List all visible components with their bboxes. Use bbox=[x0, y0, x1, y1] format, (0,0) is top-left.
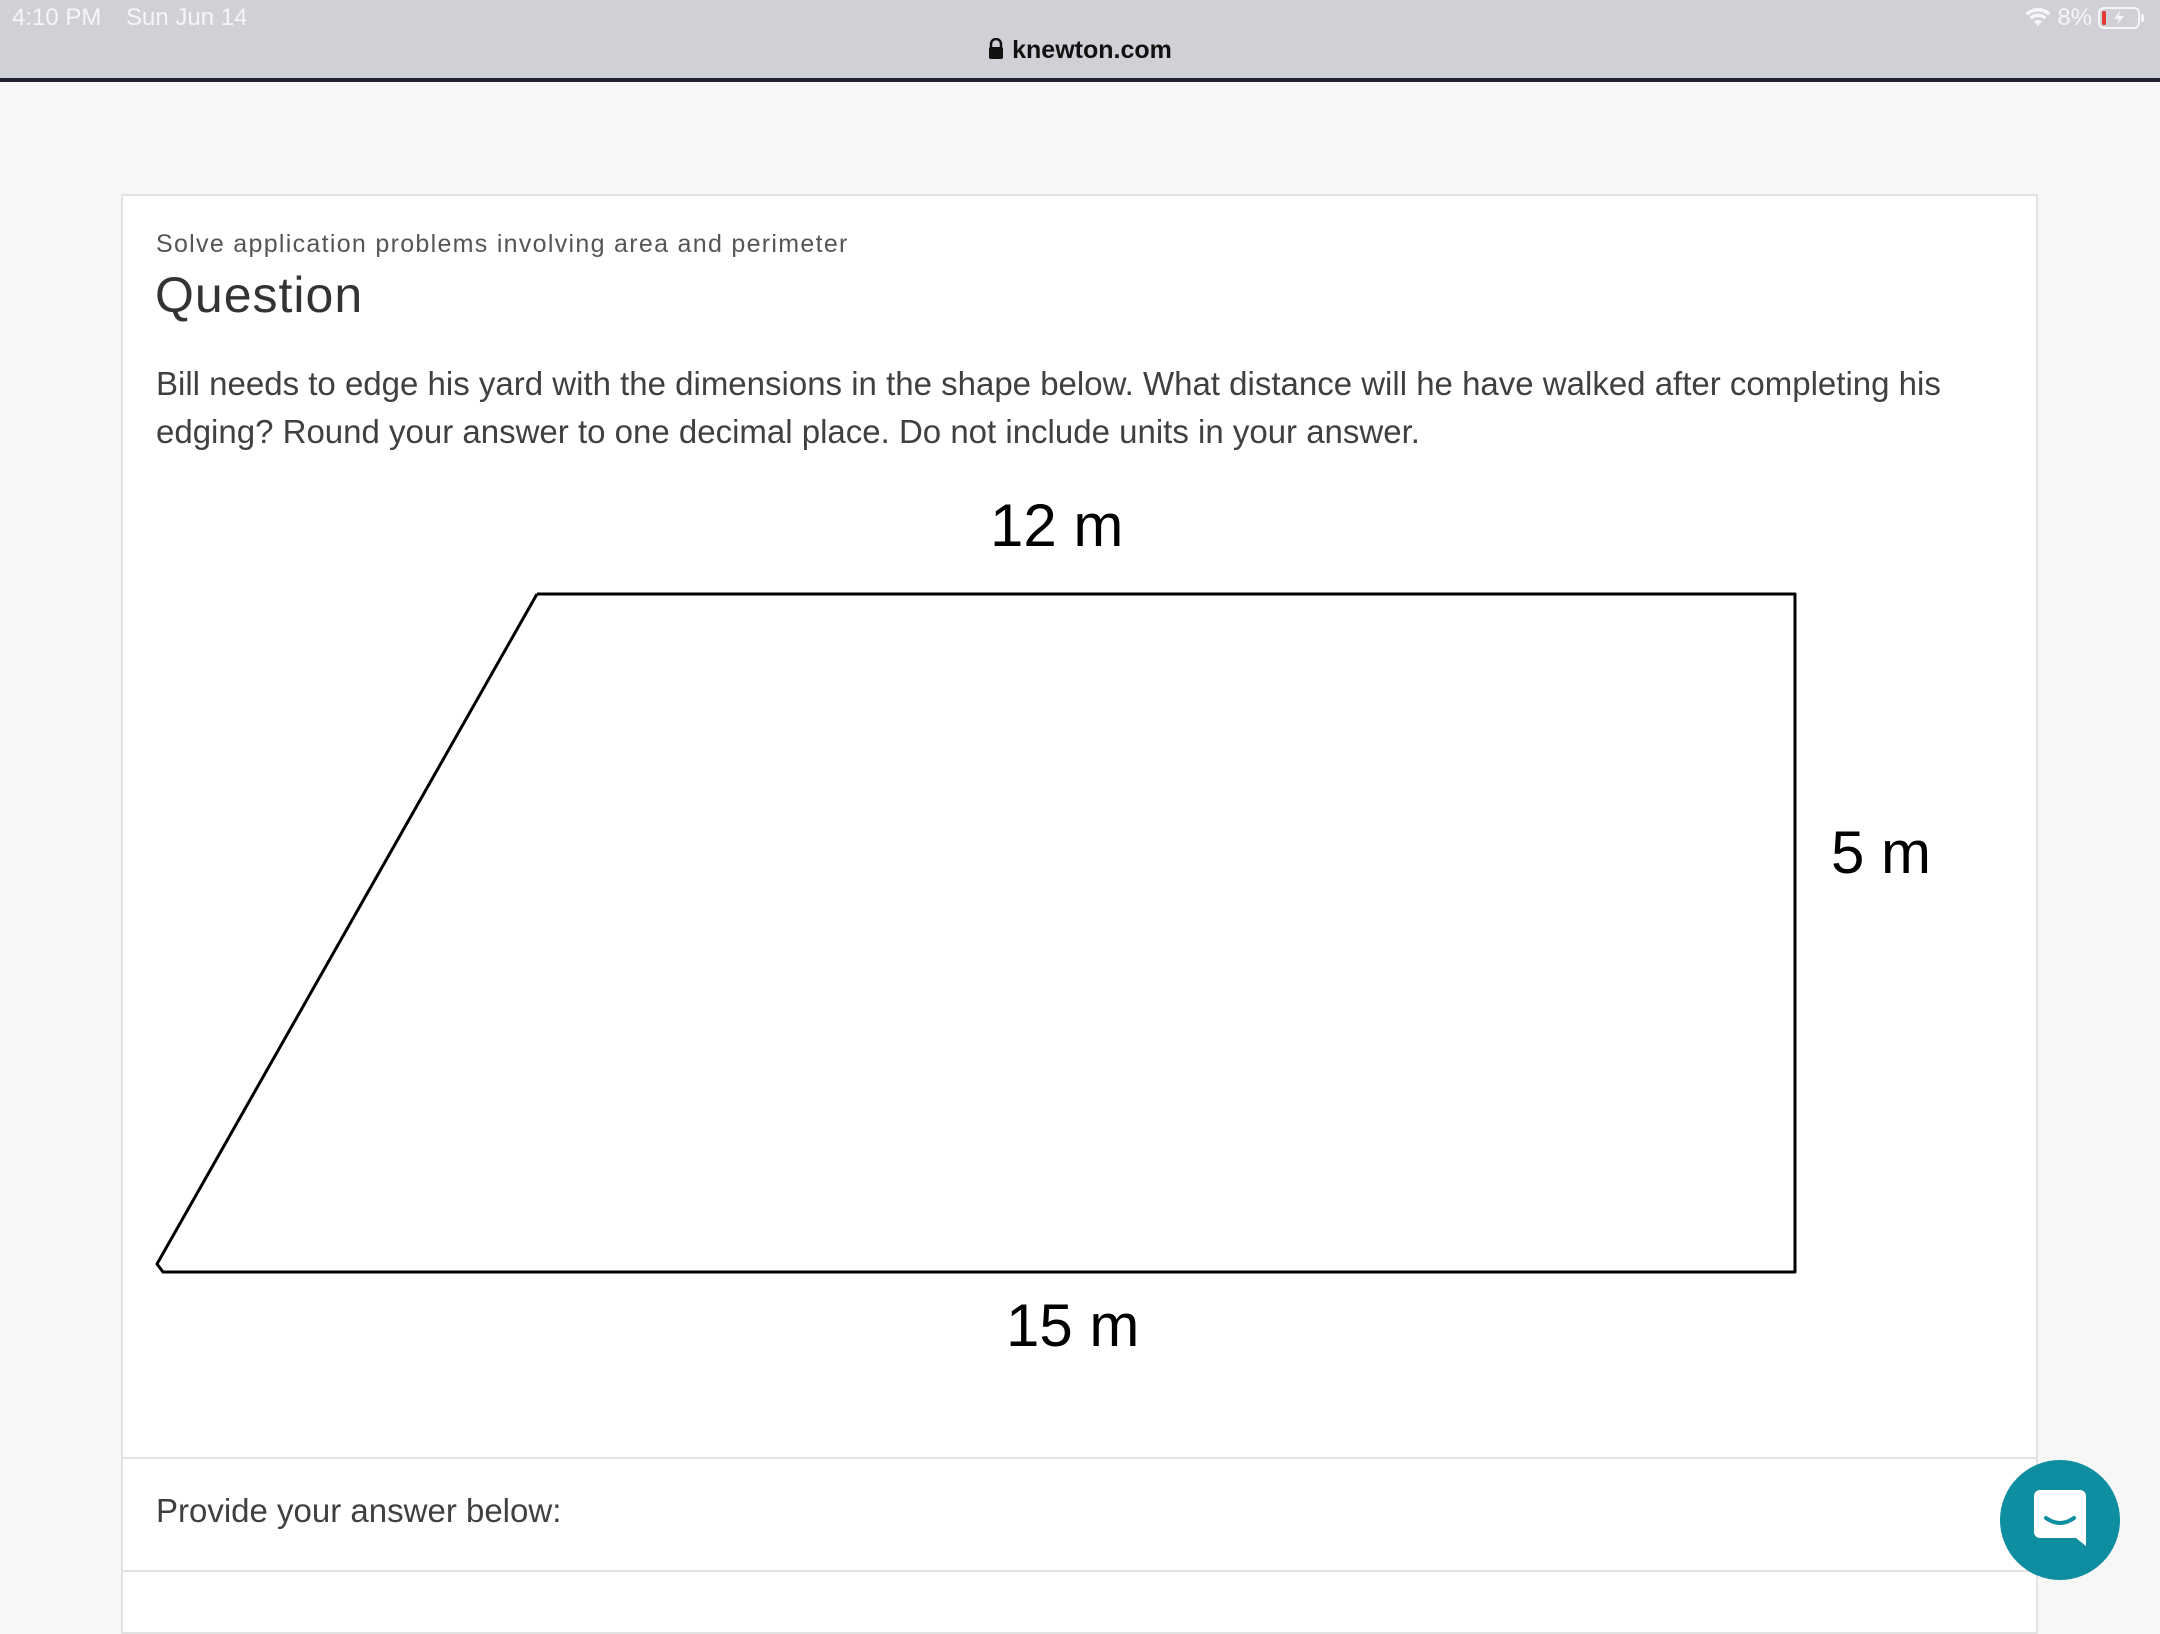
trapezoid-outline bbox=[157, 594, 1795, 1272]
right-side-label: 5 m bbox=[1831, 819, 1932, 886]
status-date: Sun Jun 14 bbox=[126, 4, 248, 31]
browser-top-bar bbox=[0, 0, 2160, 82]
top-side-label: 12 m bbox=[990, 492, 1124, 559]
question-card bbox=[121, 194, 2038, 1634]
battery-percent: 8% bbox=[2057, 4, 2092, 31]
status-time: 4:10 PM bbox=[12, 4, 102, 31]
answer-prompt: Provide your answer below: bbox=[156, 1492, 562, 1529]
battery-icon bbox=[2098, 6, 2146, 30]
chat-launcher-button[interactable] bbox=[2000, 1460, 2120, 1580]
divider bbox=[123, 1457, 2036, 1459]
status-indicators bbox=[2025, 4, 2146, 32]
wifi-icon bbox=[2025, 8, 2051, 28]
divider bbox=[123, 1570, 2036, 1572]
bottom-side-label: 15 m bbox=[1006, 1292, 1140, 1359]
trapezoid-figure bbox=[123, 196, 2036, 1456]
question-heading: Question bbox=[155, 267, 364, 323]
chat-icon bbox=[2032, 1488, 2088, 1553]
address-bar[interactable] bbox=[0, 36, 2160, 67]
address-url: knewton.com bbox=[1012, 36, 1172, 64]
lock-icon bbox=[988, 38, 1004, 67]
learning-objective: Solve application problems involving area and perimeter bbox=[156, 230, 849, 258]
question-text: Bill needs to edge his yard with the dimensions in the shape below. What distance will he have walked after completing his edging? Round your answer to one decimal place. Do not include units in your answer. bbox=[156, 365, 1941, 450]
